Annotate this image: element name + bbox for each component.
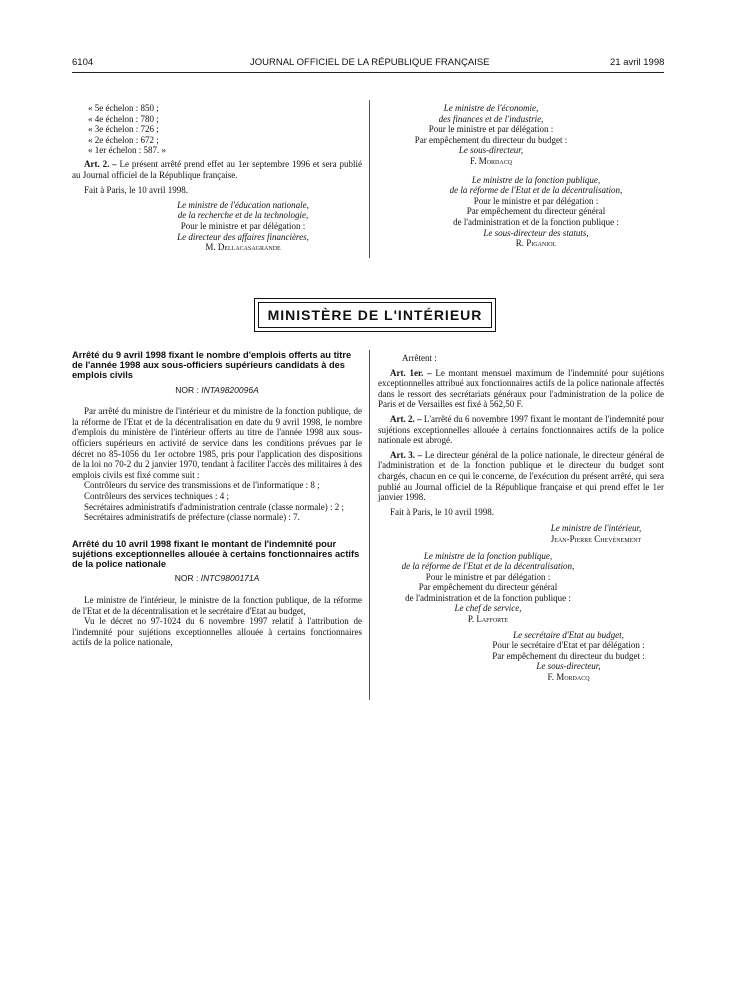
article-1 (378, 368, 664, 410)
article-label: Art. 3. – (390, 449, 423, 460)
signature-line: Par empêchement du directeur général (466, 206, 606, 217)
echelon-line: « 5e échelon : 850 ; (88, 103, 159, 113)
article-2 (378, 414, 664, 446)
signature-block (72, 200, 362, 253)
signature-line: Le ministre de l'économie, (443, 103, 539, 113)
nor-label: NOR : (175, 384, 199, 395)
echelon-line: « 2e échelon : 672 ; (88, 134, 159, 145)
signature-line: Par empêchement du directeur du budget : (492, 650, 645, 661)
header-rule (72, 72, 664, 73)
signature-line: des finances et de l'industrie, (438, 113, 544, 124)
preamble: Le ministre de l'intérieur, le ministre de la fonction publique, de la réforme de l'Etat et de la décentralisation et le secrétaire d'Etat au budget, (72, 594, 362, 616)
list-item: Contrôleurs des services techniques : 4 ; (84, 490, 229, 501)
signature-line: de l'administration et de la fonction publique : (453, 216, 619, 227)
signature-line: Par empêchement du directeur du budget : (414, 134, 568, 145)
article-2 (72, 159, 362, 180)
article-3 (378, 450, 664, 503)
signature-line: Le ministre de la fonction publique, (423, 550, 553, 561)
preamble: Vu le décret no 97-1024 du 6 novembre 1997 relatif à l'attribution de l'indemnité pour sujétions exceptionnelles allouée à certains fonctionnaires actifs de la police nationale, (72, 616, 362, 648)
done-at: Fait à Paris, le 10 avril 1998. (84, 185, 188, 196)
article-text: L'arrêté du 6 novembre 1997 fixant le montant de l'indemnité pour sujétions exceptionnelles allouée à certains fonctionnaires actifs de la police nationale est abrogé. (378, 413, 664, 446)
top-right-column (378, 103, 664, 249)
article-label: Art. 2. – (84, 158, 117, 169)
top-left-column (72, 103, 362, 253)
signature-line: Pour le ministre et par délégation : (473, 195, 599, 206)
signature-line: Par empêchement du directeur général (418, 582, 558, 593)
nor-value: INTC9800171A (200, 573, 260, 584)
arrete-title: Arrêté du 9 avril 1998 fixant le nombre d'emplois offerts au titre de l'année 1998 aux sous-officiers supérieurs candidats à des emplois civils (72, 350, 352, 381)
list-item: Contrôleurs du service des transmissions et de l'informatique : 8 ; (84, 480, 320, 491)
signatory-name: R. Piganiol (515, 238, 557, 249)
signature-line: Le ministre de l'intérieur, (550, 523, 642, 534)
signature-line: Le sous-directeur, (536, 661, 601, 672)
nor-label: NOR : (174, 573, 199, 584)
signature-line: de la réforme de l'Etat et de la décentralisation, (401, 561, 575, 572)
signature-line: de la recherche et de la technologie, (177, 210, 309, 221)
arrete-title: Arrêté du 10 avril 1998 fixant le montant de l'indemnité pour sujétions exceptionnelles allouée à certains fonctionnaires actifs de la police nationale (72, 538, 360, 570)
list-item: Secrétaires administratifs d'administration centrale (classe normale) : 2 ; (84, 501, 345, 512)
echelon-line: « 3e échelon : 726 ; (88, 124, 159, 135)
signature-line: Pour le ministre et par délégation : (428, 124, 554, 135)
done-at: Fait à Paris, le 10 avril 1998. (390, 506, 494, 517)
nor-reference (72, 385, 362, 396)
signature-line: de la réforme de l'Etat et de la décentralisation, (449, 185, 623, 196)
arrete-body: Par arrêté du ministre de l'intérieur et du ministre de la fonction publique, de la réforme de l'Etat et de la décentralisation en date du 9 avril 1998, le nombre d'emplois du ministère de l'intérieur offerts au titre de l'année 1998 aux sous-officiers supérieurs en activité de service dans les conditions prévues par le décret no 85-1056 du 1er octobre 1985, pris pour l'application des dispositions de la loi no 70-2 du 2 janvier 1970, tendant à faciliter l'accès des militaires à des emplois civils est fixé comme suit : (72, 406, 362, 480)
signature-line: Le ministre de l'éducation nationale, (177, 199, 309, 210)
signature-line: Le directeur des affaires financières, (177, 231, 309, 242)
column-divider (369, 100, 370, 258)
signatory-name: F. Mordacq (547, 672, 590, 683)
signatory-name: P. Lafforte (467, 614, 509, 625)
signature-line: Le chef de service, (454, 603, 522, 614)
page-number: 6104 (72, 57, 94, 68)
ministry-banner: MINISTÈRE DE L'INTÉRIEUR (258, 302, 492, 328)
signature-line: Le ministre de la fonction publique, (471, 174, 601, 185)
bottom-right-column (378, 353, 664, 683)
signature-line: Pour le secrétaire d'Etat et par délégation : (492, 640, 645, 651)
article-text: Le présent arrêté prend effet au 1er septembre 1996 et sera publié au Journal officiel de la République française. (72, 158, 362, 180)
arretent: Arrêtent : (402, 353, 437, 363)
nor-value: INTA9820096A (201, 384, 259, 395)
bottom-left-column (72, 350, 362, 648)
echelon-line: « 1er échelon : 587. » (88, 145, 166, 156)
nor-reference (72, 573, 362, 584)
signatory-name: F. Mordacq (469, 155, 513, 166)
signature-line: de l'administration et de la fonction publique : (405, 592, 571, 603)
article-label: Art. 2. – (390, 413, 422, 424)
page-date: 21 avril 1998 (610, 57, 665, 68)
list-item: Secrétaires administratifs de préfecture (classe normale) : 7. (84, 512, 300, 523)
signature-line: Le sous-directeur, (458, 145, 524, 156)
signatory-name: M. Dellacasagrande (205, 242, 281, 253)
column-divider (369, 350, 370, 700)
article-text: Le directeur général de la police nationale, le directeur général de l'administration et de la fonction publique et le directeur du budget sont chargés, chacun en ce qui le concerne, de l'exécution du présent arrêté, qui sera publié au Journal officiel de la République française et qui prend effet le 1er janvier 1998. (378, 449, 665, 503)
signatory-name: Jean-Pierre Chevènement (550, 533, 642, 544)
echelon-line: « 4e échelon : 780 ; (88, 113, 159, 124)
signature-line: Le secrétaire d'Etat au budget, (513, 629, 624, 640)
article-text: Le montant mensuel maximum de l'indemnité pour sujétions exceptionnelles attribué aux fonctionnaires actifs de la police nationale affectés dans le ressort des secrétariats généraux pour l'administration de la police de Paris et de Versailles est fixé à 562,50 F. (378, 367, 665, 410)
signature-line: Pour le ministre et par délégation : (180, 220, 306, 231)
article-label: Art. 1er. – (390, 367, 432, 378)
journal-title: JOURNAL OFFICIEL DE LA RÉPUBLIQUE FRANÇAISE (250, 57, 490, 68)
signature-line: Pour le ministre et par délégation : (425, 571, 551, 582)
signature-line: Le sous-directeur des statuts, (483, 227, 589, 238)
